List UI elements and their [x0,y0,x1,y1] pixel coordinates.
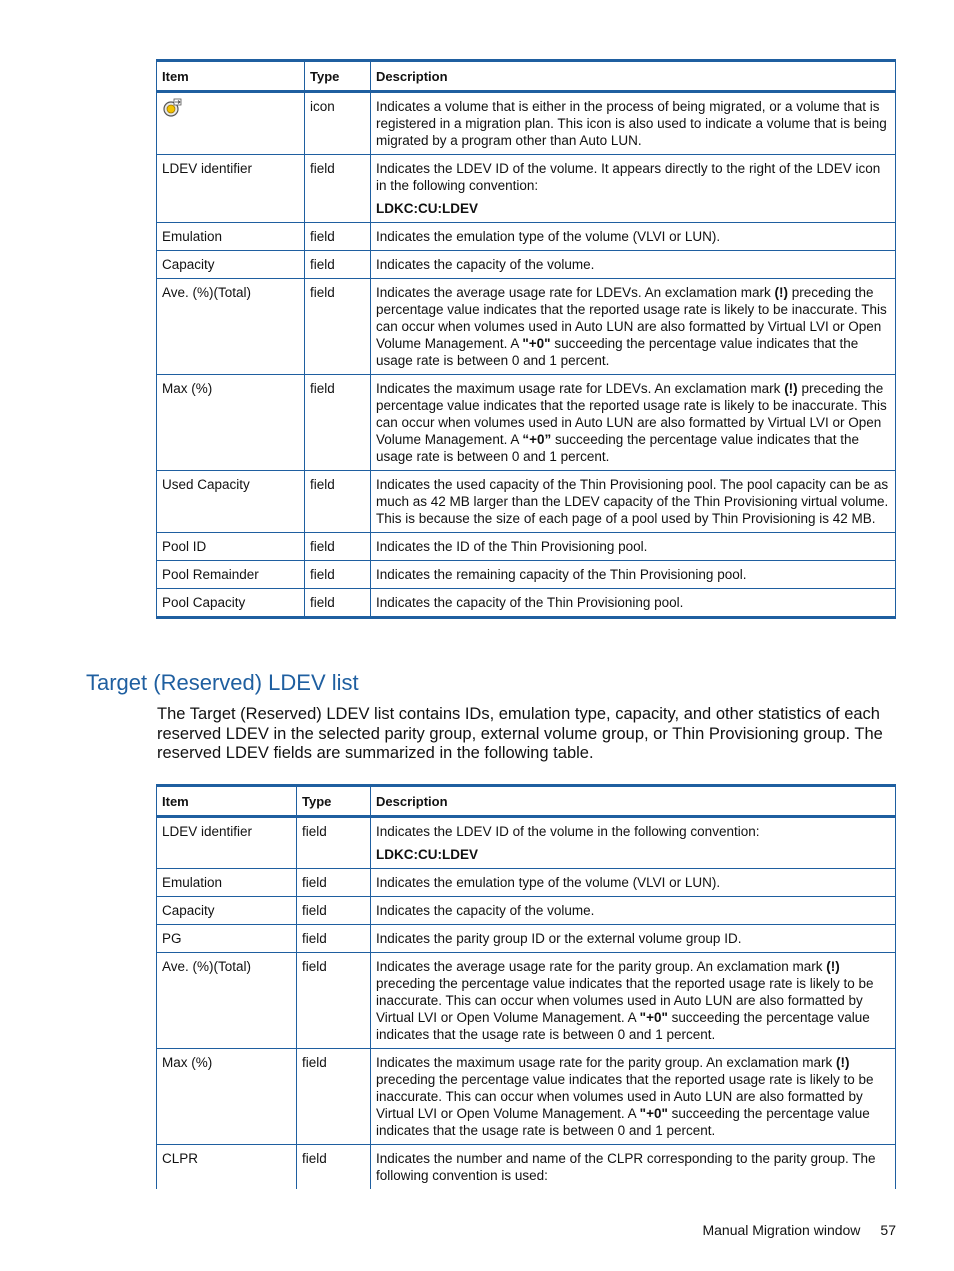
cell-description [371,533,896,561]
cell-item: Used Capacity [157,471,305,533]
cell-description [371,897,896,925]
cell-item: Capacity [157,251,305,279]
bold-text: "+0" [522,336,551,351]
cell-item: Ave. (%)(Total) [157,279,305,375]
table-row [157,533,896,561]
header-item: Item [157,61,305,92]
description-text: succeeding the percentage value indicates that the usage rate is between 0 and 1 percent. [376,1106,870,1138]
cell-item: LDEV identifier [157,155,305,223]
items-table-1 [156,59,896,619]
cell-item [157,92,305,155]
bold-text: (!) [774,285,788,300]
cell-type: icon [305,92,371,155]
description-text: succeeding the percentage value indicates that the usage rate is between 0 and 1 percent. [376,336,859,368]
section-heading: Target (Reserved) LDEV list [86,670,359,695]
cell-description [371,92,896,155]
bold-text: "+0" [639,1106,668,1121]
cell-description [371,817,896,869]
table-row [157,925,896,953]
footer-title: Manual Migration window [702,1222,861,1238]
table-row [157,375,896,471]
cell-description [371,155,896,223]
description-text: Indicates the emulation type of the volume (VLVI or LUN). [376,875,721,890]
cell-description [371,279,896,375]
cell-description [371,251,896,279]
description-text: Indicates the LDEV ID of the volume. It appears directly to the right of the LDEV icon in the following convention: [376,161,881,193]
description-text: Indicates the parity group ID or the external volume group ID. [376,931,742,946]
table-header-row [157,786,896,817]
cell-description [371,471,896,533]
page-number: 57 [880,1222,896,1238]
cell-type: field [305,223,371,251]
description-text: Indicates the LDEV ID of the volume in the following convention: [376,824,760,839]
cell-type: field [305,561,371,589]
header-item: Item [157,786,297,817]
cell-item: Pool Remainder [157,561,305,589]
table-row [157,817,896,869]
cell-item: Pool ID [157,533,305,561]
cell-item: PG [157,925,297,953]
description-text: Indicates the average usage rate for LDEVs. An exclamation mark [376,285,775,300]
cell-item: Emulation [157,869,297,897]
cell-type: field [297,869,371,897]
description-text: Indicates the maximum usage rate for LDEVs. An exclamation mark [376,381,785,396]
header-type: Type [297,786,371,817]
description-text: Indicates the capacity of the volume. [376,257,595,272]
table-row [157,589,896,618]
cell-item: Max (%) [157,375,305,471]
table-row [157,251,896,279]
table-row [157,471,896,533]
cell-type: field [305,155,371,223]
cell-type: field [305,251,371,279]
description-text: Indicates the number and name of the CLPR corresponding to the parity group. The following convention is used: [376,1151,876,1183]
cell-type: field [305,279,371,375]
table-row [157,869,896,897]
cell-item: Pool Capacity [157,589,305,618]
table-row [157,279,896,375]
description-text: preceding the percentage value indicates that the reported usage rate is likely to be inaccurate. This can occur when volumes used in Auto LUN are also formatted by Virtual LVI or Open Volume Management. A [376,381,887,447]
description-text: Indicates a volume that is either in the process of being migrated, or a volume that is registered in a migration plan. This icon is also used to indicate a volume that is being migrated by a program other than Auto LUN. [376,99,887,148]
bold-text: "+0" [639,1010,668,1025]
bold-text: (!) [826,959,840,974]
table-row [157,92,896,155]
cell-type: field [297,1049,371,1145]
cell-item: Ave. (%)(Total) [157,953,297,1049]
page-footer [702,1222,896,1238]
convention-code: LDKC:CU:LDEV [376,201,478,216]
description-text: succeeding the percentage value indicates that the usage rate is between 0 and 1 percent. [376,432,859,464]
header-description: Description [371,61,896,92]
description-text: Indicates the remaining capacity of the Thin Provisioning pool. [376,567,747,582]
table-header-row [157,61,896,92]
description-text: preceding the percentage value indicates that the reported usage rate is likely to be inaccurate. This can occur when volumes used in Auto LUN are also formatted by Virtual LVI or Open Volume Management. A [376,1072,874,1121]
cell-description [371,1049,896,1145]
cell-item: Capacity [157,897,297,925]
cell-description [371,223,896,251]
bold-text: (!) [784,381,798,396]
cell-type: field [305,589,371,618]
bold-text: “+0” [522,432,552,447]
cell-item: LDEV identifier [157,817,297,869]
cell-description [371,1145,896,1190]
table-row [157,155,896,223]
cell-type: field [297,953,371,1049]
description-text: succeeding the percentage value indicates that the usage rate is between 0 and 1 percent. [376,1010,870,1042]
cell-type: field [305,471,371,533]
header-description: Description [371,786,896,817]
description-text: Indicates the average usage rate for the parity group. An exclamation mark [376,959,827,974]
table-row [157,1145,896,1190]
table-row [157,561,896,589]
cell-description [371,953,896,1049]
description-text: preceding the percentage value indicates that the reported usage rate is likely to be inaccurate. This can occur when volumes used in Auto LUN are also formatted by Virtual LVI or Open Volume Management. A [376,285,887,351]
cell-item: Max (%) [157,1049,297,1145]
description-text: Indicates the capacity of the Thin Provisioning pool. [376,595,684,610]
table-row [157,897,896,925]
description-text: Indicates the maximum usage rate for the parity group. An exclamation mark [376,1055,836,1070]
convention-code: LDKC:CU:LDEV [376,847,478,862]
cell-description [371,375,896,471]
cell-description [371,869,896,897]
cell-description [371,561,896,589]
header-type: Type [305,61,371,92]
section-intro: The Target (Reserved) LDEV list contains IDs, emulation type, capacity, and other statistics of each reserved LDEV in the selected parity group, external volume group, or Thin Provisioning group. The reserved LDEV fields are summarized in the following table. [157,705,883,762]
table-row [157,1049,896,1145]
migration-volume-icon [162,98,182,118]
bold-text: (!) [835,1055,850,1070]
cell-item: Emulation [157,223,305,251]
cell-description [371,589,896,618]
cell-type: field [297,1145,371,1190]
cell-item: CLPR [157,1145,297,1190]
table-row [157,223,896,251]
description-text: Indicates the used capacity of the Thin Provisioning pool. The pool capacity can be as much as 42 MB larger than the LDEV capacity of the Thin Provisioning virtual volume. This is because the size of each page of a pool used by Thin Provisioning is 42 MB. [376,477,889,526]
description-text: Indicates the emulation type of the volume (VLVI or LUN). [376,229,721,244]
items-table-2 [156,784,896,1189]
cell-type: field [305,533,371,561]
cell-description [371,925,896,953]
description-text: preceding the percentage value indicates that the reported usage rate is likely to be inaccurate. This can occur when volumes used in Auto LUN are also formatted by Virtual LVI or Open Volume Management. A [376,976,874,1025]
cell-type: field [297,817,371,869]
cell-type: field [305,375,371,471]
table-row [157,953,896,1049]
cell-type: field [297,897,371,925]
description-text: Indicates the capacity of the volume. [376,903,595,918]
description-text: Indicates the ID of the Thin Provisioning pool. [376,539,648,554]
cell-type: field [297,925,371,953]
